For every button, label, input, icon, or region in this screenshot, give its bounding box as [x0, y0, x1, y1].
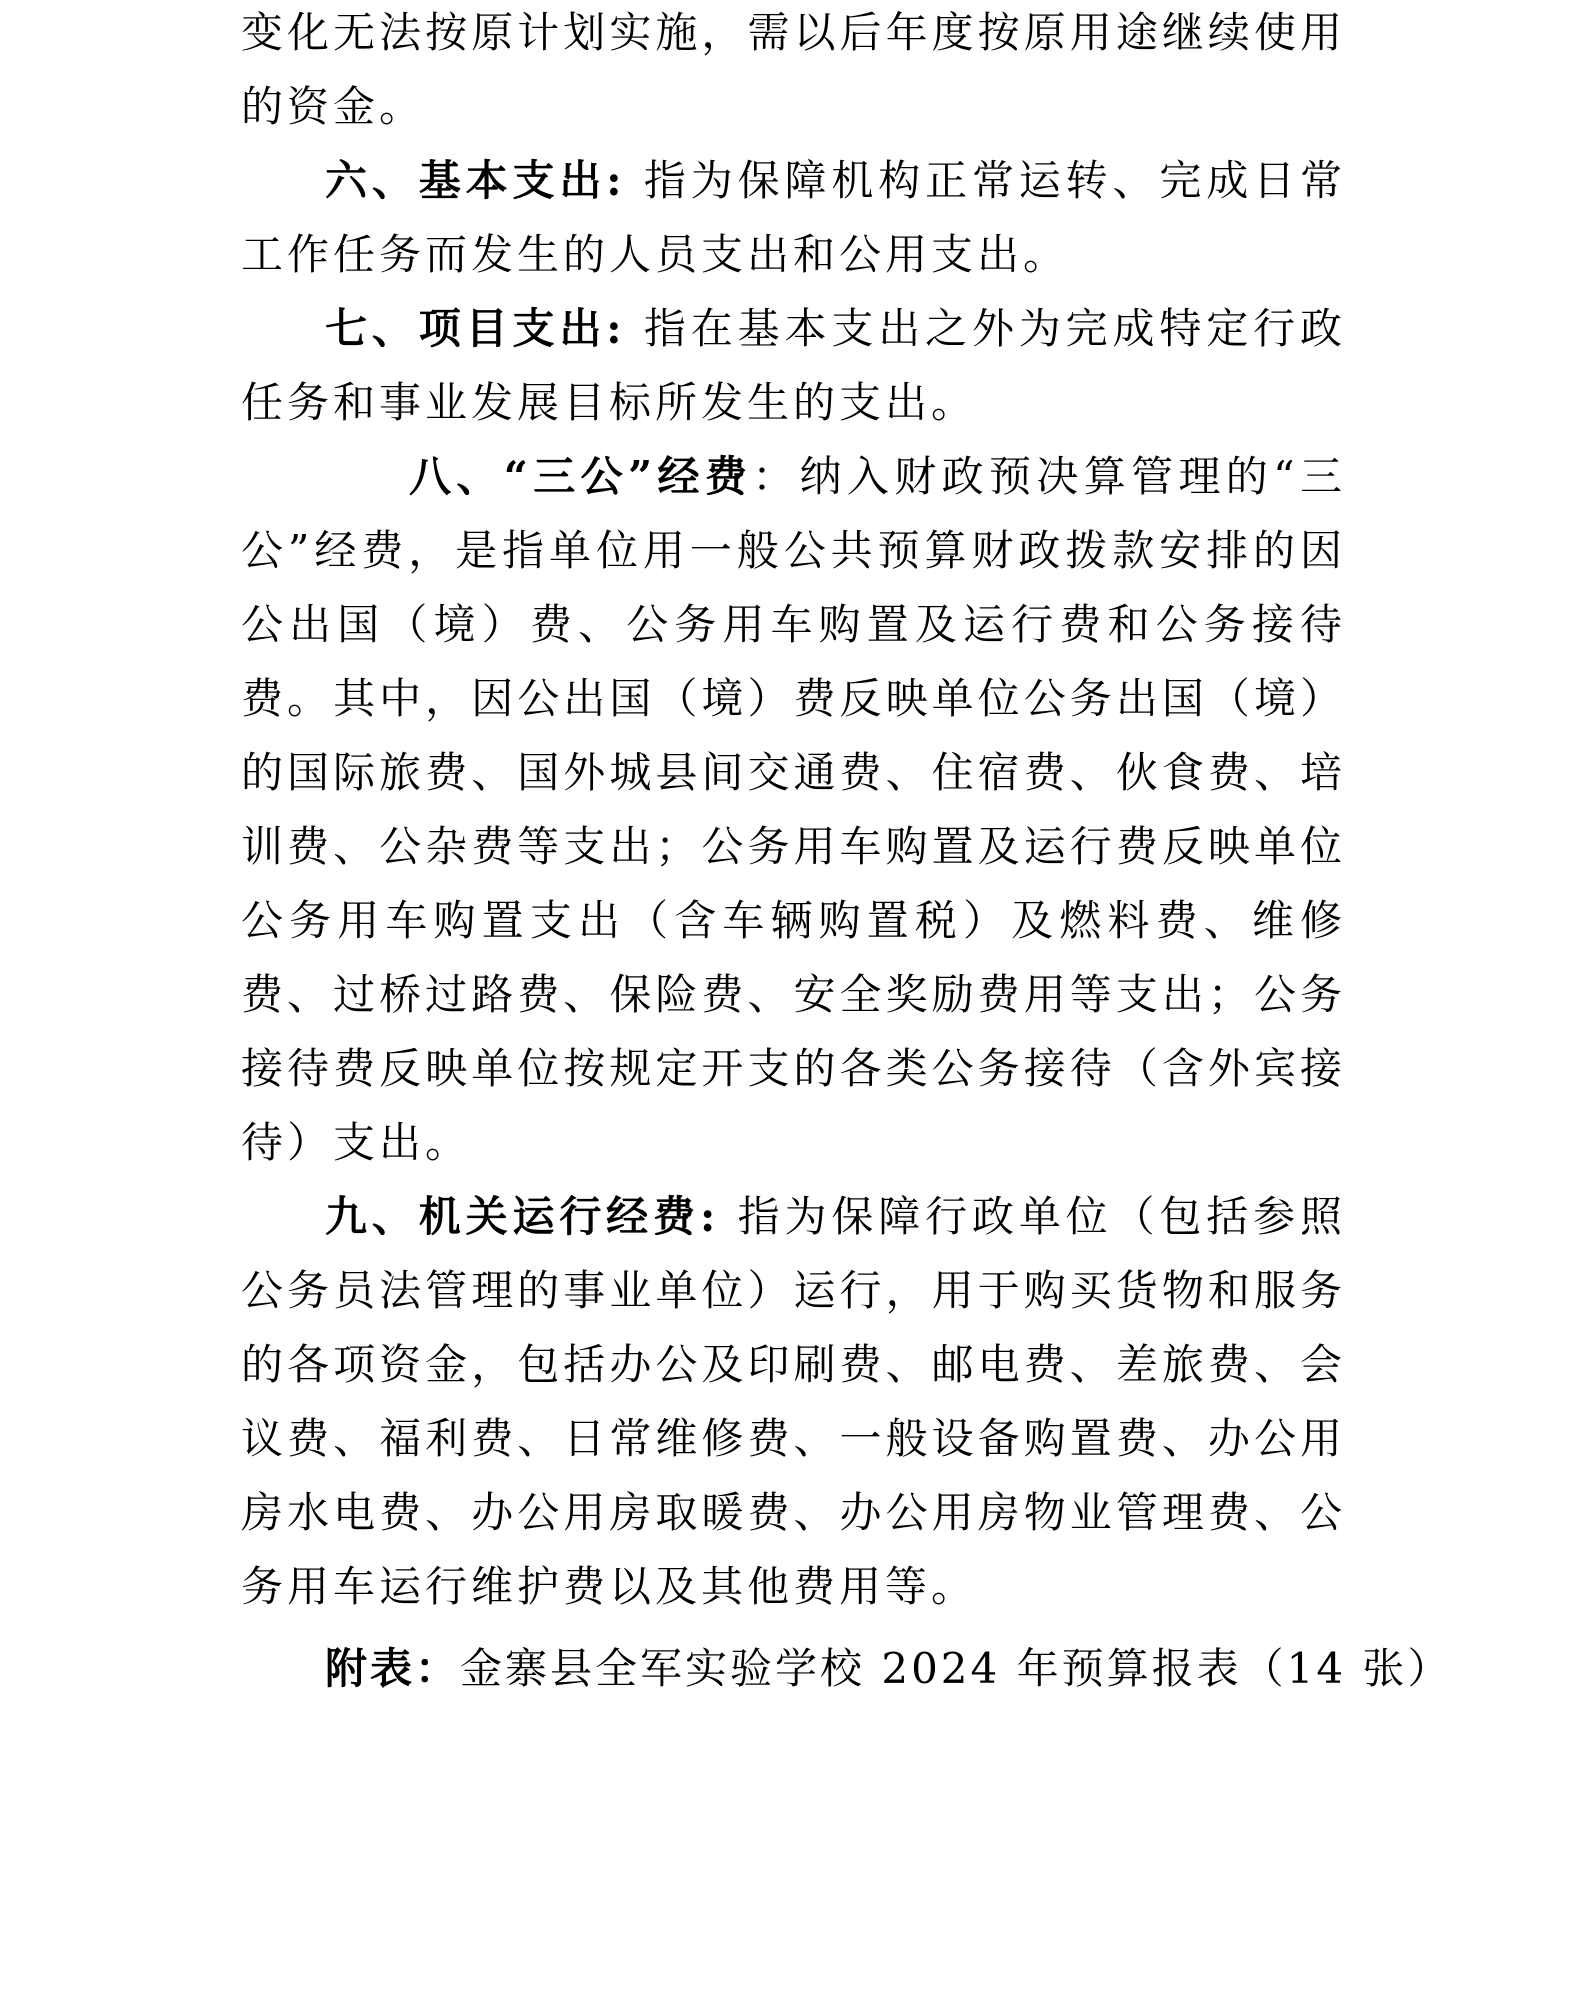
appendix-line	[325, 1632, 1452, 1706]
continuation-text: 变化无法按原计划实施，需以后年度按原用途继续使用的资金。	[241, 8, 1346, 131]
project-expenditure-text: 指在基本支出之外为完成特定行政任务和事业发展目标所发生的支出。	[241, 304, 1346, 427]
paragraph-project-expenditure	[241, 292, 1346, 440]
three-public-text: ：纳入财政预决算管理的“三公”经费，是指单位用一般公共预算财政拨款安排的因公出国（境）费、公务用车购置及运行费和公务接待费。其中，因公出国（境）费反映单位公务出国（境）的国际旅费、国外城县间交通费、住宿费、伙食费、培训费、公杂费等支出；公务用车购置及运行费反映单位公务用车购置支出（含车辆购置税）及燃料费、维修费、过桥过路费、保险费、安全奖励费用等支出；公务接待费反映单位按规定开支的各类公务接待（含外宾接待）支出。	[241, 452, 1346, 1167]
basic-expenditure-heading: 六、基本支出:	[325, 156, 626, 205]
paragraph-operating-funds	[241, 1180, 1346, 1624]
body-text	[241, 0, 1346, 1624]
operating-funds-text: 指为保障行政单位（包括参照公务员法管理的事业单位）运行，用于购买货物和服务的各项资金，包括办公及印刷费、邮电费、差旅费、会议费、福利费、日常维修费、一般设备购置费、办公用房水电费、办公用房取暖费、办公用房物业管理费、公务用车运行维护费以及其他费用等。	[241, 1192, 1346, 1611]
project-expenditure-heading: 七、项目支出:	[325, 304, 626, 353]
paragraph-three-public	[241, 440, 1346, 1180]
operating-funds-heading: 九、机关运行经费:	[325, 1192, 720, 1241]
paragraph-continuation	[241, 0, 1346, 144]
appendix-text: 金寨县全军实验学校 2024 年预算报表（14 张）	[460, 1644, 1453, 1693]
paragraph-basic-expenditure	[241, 144, 1346, 292]
basic-expenditure-text: 指为保障机构正常运转、完成日常工作任务而发生的人员支出和公用支出。	[241, 156, 1346, 279]
three-public-heading: 八、“三公”经费	[409, 452, 753, 501]
appendix-label: 附表：	[325, 1644, 461, 1693]
